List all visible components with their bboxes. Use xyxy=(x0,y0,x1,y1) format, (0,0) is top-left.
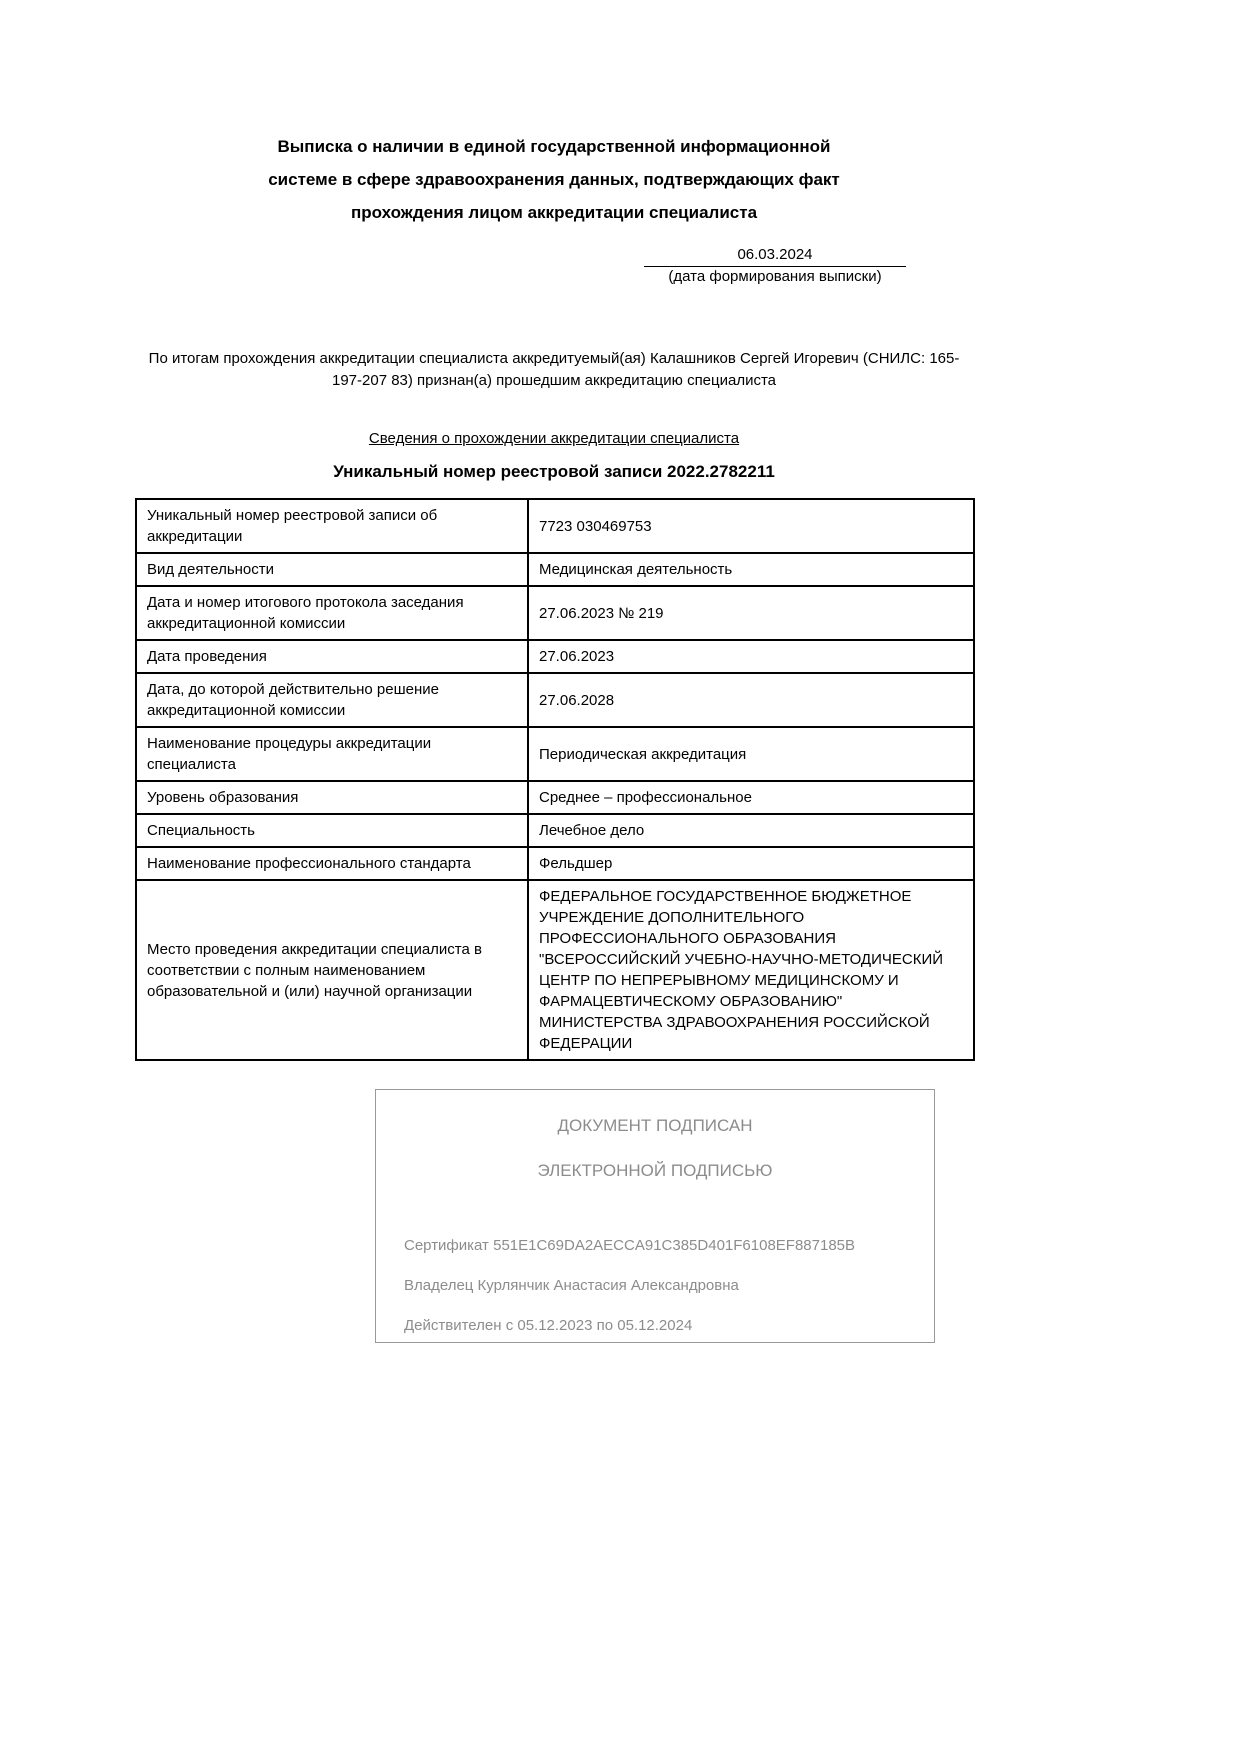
signature-owner: Владелец Курлянчик Анастасия Александровна xyxy=(404,1277,739,1294)
table-row-value: 27.06.2023 xyxy=(528,640,974,673)
intro-paragraph: По итогам прохождения аккредитации специалиста аккредитуемый(ая) Калашников Сергей Игоревич (СНИЛС: 165-197-207 83) признан(а) прошедшим аккредитацию специалиста xyxy=(148,350,960,389)
signature-certificate: Сертификат 551E1C69DA2AECCA91C385D401F6108EF887185B xyxy=(404,1237,856,1254)
table-row xyxy=(136,499,974,553)
table-row xyxy=(136,814,974,847)
table-row-value: Фельдшер xyxy=(528,847,974,880)
extract-date-block xyxy=(644,247,906,285)
table-row-label: Вид деятельности xyxy=(136,553,528,586)
table-row-value: ФЕДЕРАЛЬНОЕ ГОСУДАРСТВЕННОЕ БЮДЖЕТНОЕ УЧРЕЖДЕНИЕ ДОПОЛНИТЕЛЬНОГО ПРОФЕССИОНАЛЬНОГО ОБРАЗОВАНИЯ "ВСЕРОССИЙСКИЙ УЧЕБНО-НАУЧНО-МЕТОДИЧЕСКИЙ ЦЕНТР ПО НЕПРЕРЫВНОМУ МЕДИЦИНСКОМУ И ФАРМАЦЕВТИЧЕСКОМУ ОБРАЗОВАНИЮ" МИНИСТЕРСТВА ЗДРАВООХРАНЕНИЯ РОССИЙСКОЙ ФЕДЕРАЦИИ xyxy=(528,880,974,1060)
table-row xyxy=(136,880,974,1060)
table-row-label: Наименование профессионального стандарта xyxy=(136,847,528,880)
document-title xyxy=(135,130,973,229)
table-row-label: Уникальный номер реестровой записи об аккредитации xyxy=(136,499,528,553)
signature-validity: Действителен с 05.12.2023 по 05.12.2024 xyxy=(404,1317,693,1334)
table-row-value: Периодическая аккредитация xyxy=(528,727,974,781)
table-row xyxy=(136,553,974,586)
section-heading: Сведения о прохождении аккредитации специалиста xyxy=(368,430,740,447)
extract-date: 06.03.2024 xyxy=(644,247,906,267)
extract-date-caption: (дата формирования выписки) xyxy=(668,268,882,285)
electronic-signature-box xyxy=(375,1089,935,1343)
accreditation-table-body xyxy=(136,499,974,1060)
table-row-value: Среднее – профессиональное xyxy=(528,781,974,814)
table-row xyxy=(136,727,974,781)
table-row xyxy=(136,640,974,673)
registry-number-heading: Уникальный номер реестровой записи 2022.2782211 xyxy=(333,462,775,481)
table-row xyxy=(136,847,974,880)
document-title-line-3: прохождения лицом аккредитации специалиста xyxy=(350,203,758,222)
signature-title-line-2: ЭЛЕКТРОННОЙ ПОДПИСЬЮ xyxy=(537,1161,773,1180)
document-title-line-1: Выписка о наличии в единой государственной информационной xyxy=(277,137,831,156)
table-row-value: Лечебное дело xyxy=(528,814,974,847)
document-title-line-2: системе в сфере здравоохранения данных, подтверждающих факт xyxy=(268,170,840,189)
document-content xyxy=(135,130,973,1343)
accreditation-table xyxy=(135,498,975,1061)
table-row-label: Дата, до которой действительно решение аккредитационной комиссии xyxy=(136,673,528,727)
table-row-value: 27.06.2028 xyxy=(528,673,974,727)
table-row-value: Медицинская деятельность xyxy=(528,553,974,586)
signature-title-line-1: ДОКУМЕНТ ПОДПИСАН xyxy=(557,1116,753,1135)
table-row-label: Уровень образования xyxy=(136,781,528,814)
table-row xyxy=(136,586,974,640)
table-row-value: 7723 030469753 xyxy=(528,499,974,553)
table-row-label: Дата проведения xyxy=(136,640,528,673)
table-row-label: Специальность xyxy=(136,814,528,847)
table-row xyxy=(136,673,974,727)
table-row-label: Место проведения аккредитации специалиста в соответствии с полным наименованием образовательной и (или) научной организации xyxy=(136,880,528,1060)
table-row-value: 27.06.2023 № 219 xyxy=(528,586,974,640)
table-row-label: Наименование процедуры аккредитации специалиста xyxy=(136,727,528,781)
table-row xyxy=(136,781,974,814)
table-row-label: Дата и номер итогового протокола заседания аккредитационной комиссии xyxy=(136,586,528,640)
